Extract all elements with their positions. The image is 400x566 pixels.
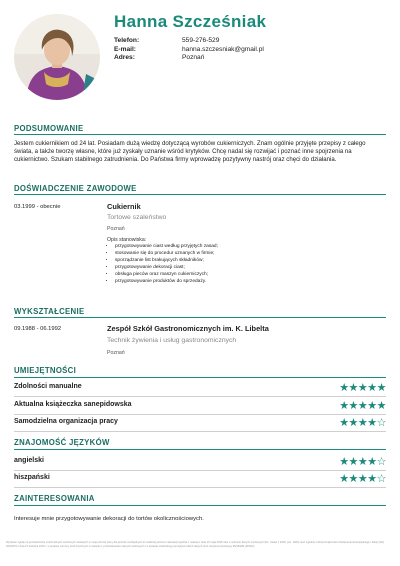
school-name: Zespół Szkół Gastronomicznych im. K. Libelta xyxy=(107,324,269,333)
job-company: Tortowe szaleństwo xyxy=(107,214,167,221)
language-row xyxy=(14,455,386,471)
section-title-education: WYKSZTAŁCENIE xyxy=(14,307,85,316)
row-divider xyxy=(14,487,386,488)
phone-value: 559-276-529 xyxy=(182,37,220,44)
list-item: • stosowanie się do procedur uznanych w firmie; xyxy=(115,251,218,258)
job-title: Cukiernik xyxy=(107,202,141,211)
job-dates: 03.1999 - obecnie xyxy=(14,204,61,210)
language-name: angielski xyxy=(14,457,44,464)
skill-name: Aktualna książeczka sanepidowska xyxy=(14,401,132,408)
education-dates: 09.1988 - 06.1992 xyxy=(14,326,62,332)
list-item: • sporządzanie list brakujących składników; xyxy=(115,258,218,265)
education-field: Technik żywienia i usług gastronomicznych xyxy=(107,337,237,344)
address-value: Poznań xyxy=(182,54,205,62)
duties-list xyxy=(107,244,218,285)
section-divider xyxy=(14,194,386,195)
contact-label: Adres: xyxy=(114,54,135,62)
summary-text: Jestem cukiernikiem od 24 lat. Posiadam dużą wiedzę dotyczącą wyrobów cukierniczych. Znam ogólnie przyjęte przepisy z całego świata, a także tworzę własne, które już zyskały uznanie wśród krytyków. Chcę nadal się rozwijać i poznać inne spojrzenia na cukiernictwo. Szukam stabilnego zatrudnienia. Do Państwa firmy wprowadzę pozytywny nastrój oraz chęci do działania. xyxy=(14,140,366,164)
email-value: hanna.szczesniak@gmail.pl xyxy=(182,45,264,53)
candidate-name: Hanna Szcześniak xyxy=(114,12,267,31)
section-title-interests: ZAINTERESOWANIA xyxy=(14,494,95,503)
section-title-languages: ZNAJOMOŚĆ JĘZYKÓW xyxy=(14,438,110,447)
star-icon: ★★★★☆ xyxy=(339,473,386,485)
interests-text: Interesuje mnie przygotowywanie dekoracji do tortów okolicznościowych. xyxy=(14,516,204,522)
contact-label: Telefon: xyxy=(114,37,140,44)
education-location: Poznań xyxy=(107,350,125,356)
gdpr-consent-clause: Wyrażam zgodę na przetwarzanie moich danych osobowych zawartych w mojej ofercie pracy dla potrzeb niezbędnych do realizacji procesu rekrutacji zgodnie z ustawą z dnia 10 maja 2018 roku o ochronie danych osobowych (Dz. Ustaw z 2018, poz. 1000) oraz zgodnie z Rozporządzeniem Parlamentu Europejskiego i Rady (UE) 2016/679 z dnia 27 kwietnia 2016 r. w sprawie ochrony osób fizycznych w związku z przetwarzaniem danych osobowych i w sprawie swobodnego przepływu takich danych oraz uchylenia dyrektywy 95/46/WE (RODO). xyxy=(6,541,384,548)
language-row xyxy=(14,472,386,488)
star-icon: ★★★★★ xyxy=(339,382,386,394)
skill-row xyxy=(14,399,386,415)
skill-name: Samodzielna organizacja pracy xyxy=(14,418,118,425)
section-divider xyxy=(14,505,386,506)
star-icon: ★★★★☆ xyxy=(339,417,386,429)
row-divider xyxy=(14,431,386,432)
skill-name: Zdolności manualne xyxy=(14,383,82,390)
section-divider xyxy=(14,449,386,450)
section-divider xyxy=(14,134,386,135)
contact-row-phone xyxy=(114,37,264,46)
section-divider xyxy=(14,317,386,318)
skill-row xyxy=(14,416,386,432)
contact-row-address xyxy=(114,54,264,63)
list-item: • przygotowywanie ciast według przyjętych zasad; xyxy=(115,244,218,251)
row-divider xyxy=(14,396,386,397)
star-icon: ★★★★☆ xyxy=(339,456,386,468)
profile-photo xyxy=(14,14,100,100)
duties-heading: Opis stanowiska: xyxy=(107,237,147,243)
section-title-skills: UMIEJĘTNOŚCI xyxy=(14,366,77,375)
list-item: • przygotowywanie dekoracji ciast; xyxy=(115,265,218,272)
section-divider xyxy=(14,377,386,378)
list-item: • przygotowywanie produktów do sprzedaży. xyxy=(115,279,218,286)
contact-label: E-mail: xyxy=(114,45,136,53)
language-name: hiszpański xyxy=(14,474,50,481)
job-location: Poznań xyxy=(107,226,125,232)
skill-row xyxy=(14,381,386,397)
cv-header xyxy=(0,0,400,110)
row-divider xyxy=(14,470,386,471)
section-title-summary: PODSUMOWANIE xyxy=(14,124,84,133)
contact-row-email xyxy=(114,46,264,55)
row-divider xyxy=(14,414,386,415)
contact-block xyxy=(114,37,264,63)
section-title-experience: DOŚWIADCZENIE ZAWODOWE xyxy=(14,184,137,193)
star-icon: ★★★★★ xyxy=(339,400,386,412)
list-item: • obsługa pieców oraz maszyn cukierniczych; xyxy=(115,272,218,279)
